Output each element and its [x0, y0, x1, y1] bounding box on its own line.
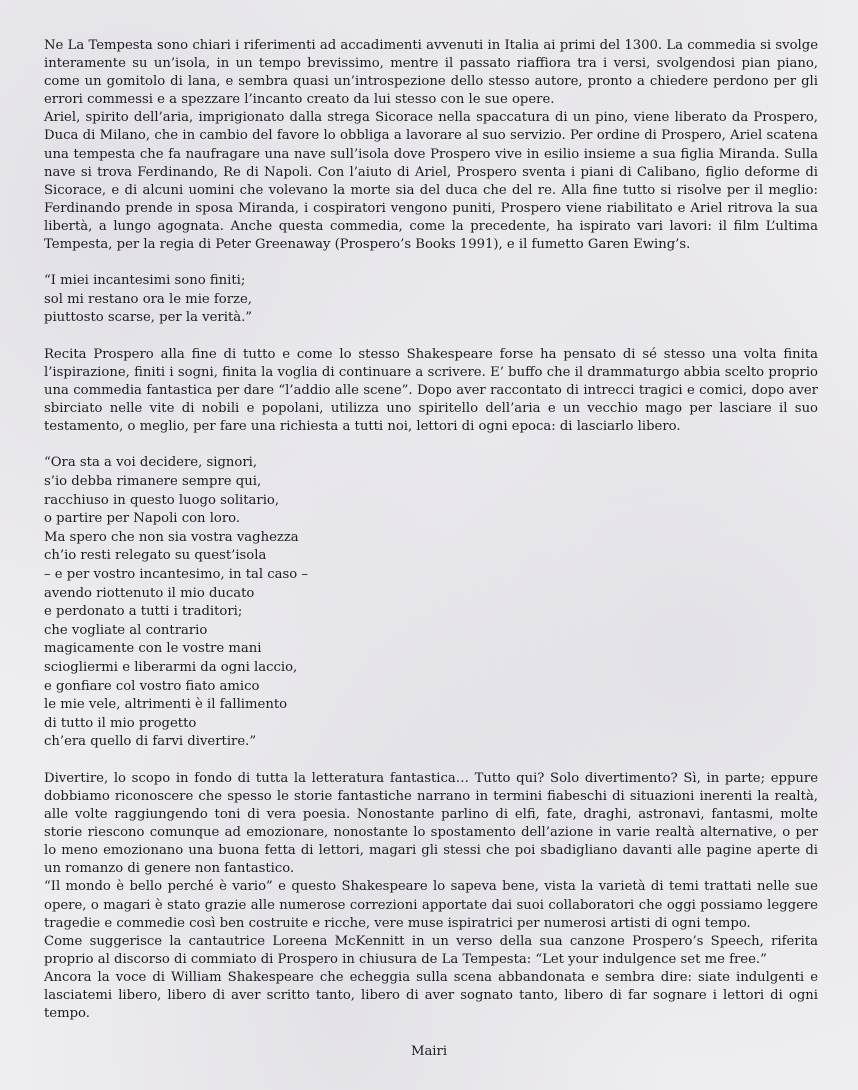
- verse-line: “Ora sta a voi decidere, signori,: [44, 455, 258, 471]
- verse-line: sol mi restano ora le mie forze,: [44, 291, 252, 307]
- verse-line: di tutto il mio progetto: [44, 715, 197, 731]
- verse-line: magicamente con le vostre mani: [44, 641, 262, 657]
- paragraph: Ancora la voce di William Shakespeare che echeggia sulla scena abbandonata e sembra dire: siate indulgenti e lasciatemi libero, libero di aver scritto tanto, libero di aver sognato tanto, libero di far sognare i lettori di ogni tempo.: [44, 969, 818, 1022]
- verse-line: “I miei incantesimi sono finiti;: [44, 273, 246, 289]
- verse-line: s’io debba rimanere sempre qui,: [44, 473, 262, 489]
- paragraph: Ariel, spirito dell’aria, imprigionato dalla strega Sicorace nella spaccatura di un pino, viene liberato da Prospero, Duca di Milano, che in cambio del favore lo obbliga a lavorare al suo servizio. Per ordine di Prospero, Ariel scatena una tempesta che fa naufragare una nave sull’isola dove Prospero vive in esilio insieme a sua figlia Miranda. Sulla nave si trova Ferdinando, Re di Napoli. Con l’aiuto di Ariel, Prospero sventa i piani di Calibano, figlio deforme di Sicorace, e di alcuni uomini che volevano la morte sia del duca che del re. Alla fine tutto si risolve per il meglio: Ferdinando prende in sposa Miranda, i cospiratori vengono puniti, Prospero viene riabilitato e Ariel ritrova la sua libertà, a lungo agognata. Anche questa commedia, come la precedente, ha ispirato vari lavori: il film L’ultima Tempesta, per la regia di Peter Greenaway (Prospero’s Books 1991), e il fumetto Garen Ewing’s.: [44, 110, 818, 253]
- paragraph: Come suggerisce la cantautrice Loreena McKennitt in un verso della sua canzone Prospero’s Speech, riferita proprio al discorso di commiato di Prospero in chiusura de La Tempesta: “Let your indulgence set me free.”: [44, 933, 818, 967]
- verse-line: o partire per Napoli con loro.: [44, 511, 241, 527]
- paragraph: “Il mondo è bello perché è vario” e questo Shakespeare lo sapeva bene, vista la varietà di temi trattati nelle sue opere, o magari è stato grazie alle numerose correzioni apportate dai suoi collaboratori che oggi possiamo leggere tragedie e commedie così ben costruite e ricche, vere muse ispiratrici per numerosi artisti di ogni tempo.: [44, 879, 818, 931]
- verse-line: sciogliermi e liberarmi da ogni laccio,: [44, 659, 298, 675]
- verse-line: Ma spero che non sia vostra vaghezza: [44, 529, 299, 545]
- paragraph: Recita Prospero alla fine di tutto e come lo stesso Shakespeare forse ha pensato di sé stesso una volta finita l’ispirazione, finiti i sogni, finita la voglia di continuare a scrivere. E’ buffo che il drammaturgo abbia scelto proprio una commedia fantastica per dare “l’addio alle scene”. Dopo aver raccontato di intrecci tragici e comici, dopo aver sbirciato nelle vite di nobili e popolani, utilizza uno spiritello dell’aria e un vecchio mago per lasciare il suo testamento, o meglio, per fare una richiesta a tutti noi, lettori di ogni epoca: di lasciarlo libero.: [44, 346, 818, 435]
- verse-line: e perdonato a tutti i traditori;: [44, 604, 243, 620]
- quote-prospero-1: [44, 272, 818, 328]
- verse-line: – e per vostro incantesimo, in tal caso –: [44, 566, 309, 582]
- quote-prospero-2: [44, 454, 818, 752]
- closing-section: [44, 770, 818, 1023]
- intro-section: [44, 37, 818, 254]
- verse-line: racchiuso in questo luogo solitario,: [44, 492, 280, 508]
- verse-line: avendo riottenuto il mio ducato: [44, 585, 255, 601]
- paragraph: Divertire, lo scopo in fondo di tutta la letteratura fantastica… Tutto qui? Solo divertimento? Sì, in parte; eppure dobbiamo riconoscere che spesso le storie fantastiche narrano in termini fiabeschi di situazioni inerenti la realtà, alle volte raggiungendo toni di vera poesia. Nonostante parlino di elfi, fate, draghi, astronavi, fantasmi, molte storie riescono comunque ad emozionare, nonostante lo spostamento dell’azione in varie realtà alternative, o per lo meno emozionano una buona fetta di lettori, magari gli stessi che poi sbadigliano davanti alle pagine aperte di un romanzo di genere non fantastico.: [44, 770, 818, 877]
- verse-line: che vogliate al contrario: [44, 622, 208, 638]
- verse-line: piuttosto scarse, per la verità.”: [44, 310, 253, 326]
- author-signature: Mairi: [410, 1044, 448, 1059]
- middle-section: [44, 346, 818, 436]
- verse-line: ch’io resti relegato su quest’isola: [44, 548, 267, 564]
- verse-line: le mie vele, altrimenti è il fallimento: [44, 697, 288, 713]
- paragraph: Ne La Tempesta sono chiari i riferimenti ad accadimenti avvenuti in Italia ai primi del 1300. La commedia si svolge interamente su un’isola, in un tempo brevissimo, mentre il passato riaffiora tra i versi, svolgendosi pian piano, come un gomitolo di lana, e sembra quasi un’introspezione dello stesso autore, pronto a chiedere perdono per gli errori commessi e a spezzare l’incanto creato da lui stesso con le sue opere.: [44, 38, 818, 108]
- verse-line: ch’era quello di farvi divertire.”: [44, 734, 257, 750]
- verse-line: e gonfiare col vostro fiato amico: [44, 678, 260, 694]
